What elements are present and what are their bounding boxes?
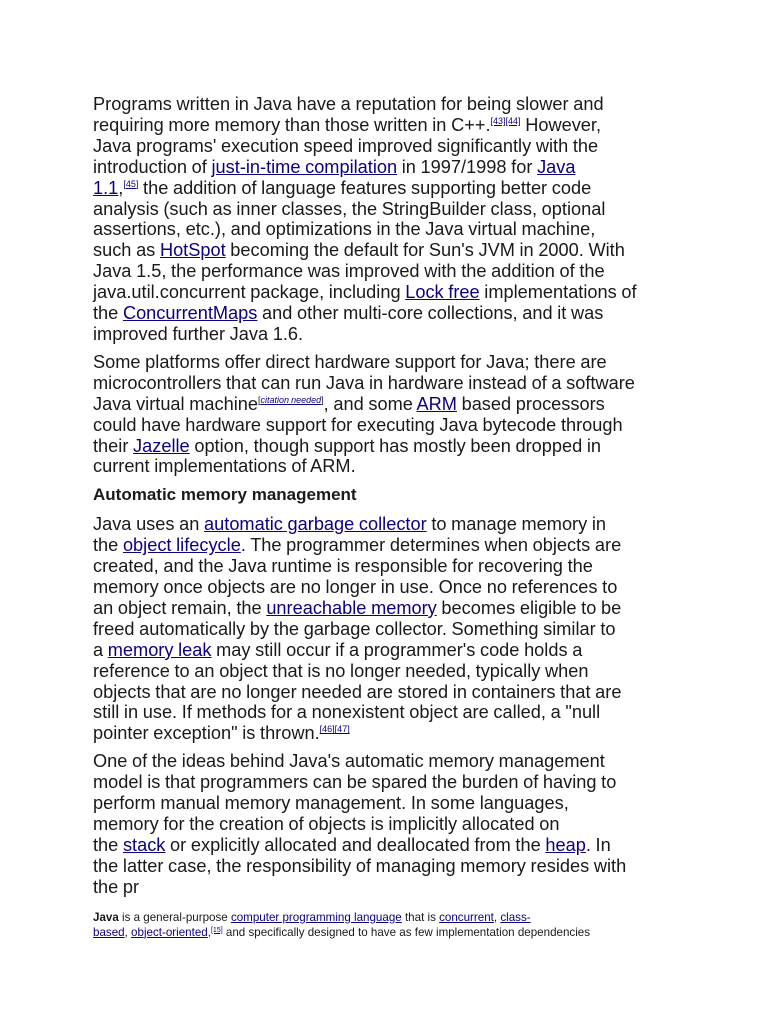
text-run: , and some	[323, 393, 417, 414]
link-jazelle[interactable]: Jazelle	[133, 435, 190, 456]
text-line: memory once objects are no longer in use. Once no references to	[93, 577, 618, 598]
text-run: that is	[401, 910, 440, 924]
text-line	[93, 157, 683, 178]
text-run: and specifically designed to have as few implementation dependencies	[222, 925, 591, 939]
reference-link[interactable]: [43][44]	[490, 115, 521, 126]
text-line: reference to an object that is no longer needed, typically when	[93, 660, 589, 681]
link-stack[interactable]: stack	[122, 834, 166, 855]
document-page	[93, 94, 683, 940]
text-line: perform manual memory management. In some languages,	[93, 793, 569, 814]
link-automatic-garbage-collector[interactable]: automatic garbage collector	[204, 514, 427, 535]
text-line	[93, 394, 683, 415]
link-object-lifecycle[interactable]: object lifecycle	[122, 535, 241, 556]
text-line	[93, 910, 683, 925]
text-line: memory for the creation of objects is implicitly allocated on	[93, 814, 560, 834]
paragraph-hardware-support	[93, 352, 683, 477]
paragraph-performance	[93, 94, 683, 345]
reference-45[interactable]	[123, 179, 138, 189]
text-run: may still occur if a programmer's code holds a	[211, 639, 583, 660]
text-run: Java virtual machine	[93, 393, 258, 414]
text-line	[93, 282, 683, 303]
intro-snippet	[93, 910, 683, 940]
section-heading: Automatic memory management	[93, 485, 357, 505]
link-arm[interactable]: ARM	[416, 393, 457, 414]
text-run: based processors	[456, 393, 605, 414]
text-run: introduction of	[93, 156, 212, 177]
text-line: Java 1.5, the performance was improved with the addition of the	[93, 261, 605, 282]
reference-link[interactable]: [15]	[210, 926, 223, 934]
text-line: Programs written in Java have a reputation for being slower and	[93, 94, 604, 114]
link-heap[interactable]: heap	[545, 834, 586, 855]
text-run: pointer exception" is thrown.	[93, 723, 320, 744]
text-line	[93, 240, 683, 261]
text-run: However,	[520, 114, 602, 135]
link-object-oriented[interactable]: object-oriented	[131, 925, 208, 939]
text-run: Java uses an	[93, 514, 205, 535]
reference-link[interactable]: [45]	[123, 178, 139, 189]
text-run: such as	[93, 240, 160, 261]
citation-needed[interactable]	[258, 395, 324, 405]
bold-term: Java	[93, 910, 119, 924]
text-line	[93, 535, 683, 556]
reference-link[interactable]: [46][47]	[319, 724, 350, 735]
text-run: an object remain, the	[93, 597, 267, 618]
citation-bracket: ]	[321, 394, 324, 405]
text-run: option, though support has mostly been dropped in	[189, 435, 602, 456]
text-line: the pr	[93, 876, 140, 897]
text-line	[93, 178, 683, 199]
text-run: the addition of language features supporting better code	[138, 177, 592, 198]
link-java-1-1-cont[interactable]: 1.1	[93, 177, 119, 198]
text-run: java.util.concurrent package, including	[93, 282, 406, 303]
link-concurrent[interactable]: concurrent	[439, 910, 494, 924]
text-run: the	[93, 303, 123, 324]
link-java-1-1[interactable]: Java	[537, 156, 576, 177]
text-line: improved further Java 1.6.	[93, 323, 304, 344]
text-line: assertions, etc.), and optimizations in the Java virtual machine,	[93, 219, 596, 240]
link-concurrentmaps[interactable]: ConcurrentMaps	[122, 303, 258, 324]
reference-46-47[interactable]	[320, 724, 350, 734]
link-class-based[interactable]: class-	[500, 910, 531, 924]
text-line	[93, 115, 683, 136]
text-run: ,	[118, 177, 124, 198]
text-run: becomes eligible to be	[436, 597, 622, 618]
text-line	[93, 436, 683, 457]
citation-needed-link[interactable]: citation needed	[260, 394, 322, 405]
text-run: ,	[207, 925, 211, 939]
text-line: created, and the Java runtime is responsible for recovering the	[93, 556, 593, 577]
text-line: Some platforms offer direct hardware support for Java; there are	[93, 351, 607, 372]
link-hotspot[interactable]: HotSpot	[159, 240, 226, 261]
text-run: a	[93, 639, 108, 660]
text-run: to manage memory in	[426, 514, 607, 535]
text-run: or explicitly allocated and deallocated from the	[165, 834, 546, 855]
text-line: freed automatically by the garbage collector. Something similar to	[93, 618, 616, 639]
text-line	[93, 723, 683, 744]
text-line	[93, 514, 683, 535]
text-line	[93, 835, 683, 856]
citation-bracket: [	[257, 394, 261, 405]
link-lock-free[interactable]: Lock free	[405, 282, 480, 303]
text-line: objects that are no longer needed are stored in containers that are	[93, 681, 622, 702]
text-line: could have hardware support for executing Java bytecode through	[93, 414, 623, 435]
text-line	[93, 303, 683, 324]
text-line: One of the ideas behind Java's automatic memory management	[93, 751, 605, 772]
text-run: their	[93, 435, 134, 456]
text-run: becoming the default for Sun's JVM in 2000. With	[225, 240, 625, 261]
paragraph-memory-model	[93, 751, 683, 897]
text-line: the latter case, the responsibility of managing memory resides with	[93, 855, 627, 876]
link-memory-leak[interactable]: memory leak	[107, 639, 212, 660]
reference-15[interactable]	[211, 927, 223, 934]
text-line: still in use. If methods for a nonexistent object are called, a "null	[93, 702, 601, 723]
link-class-based-cont[interactable]: based	[93, 925, 125, 939]
link-unreachable-memory[interactable]: unreachable memory	[266, 597, 437, 618]
text-line: analysis (such as inner classes, the StringBuilder class, optional	[93, 198, 606, 219]
text-run: and other multi-core collections, and it was	[257, 303, 604, 324]
text-run: the	[93, 535, 123, 556]
text-run: ,	[124, 925, 132, 939]
text-run: . The programmer determines when objects are	[240, 535, 622, 556]
text-run: the	[93, 834, 123, 855]
text-run: implementations of	[479, 282, 637, 303]
text-run: . In	[585, 834, 611, 855]
reference-43-44[interactable]	[491, 116, 521, 126]
text-line: model is that programmers can be spared the burden of having to	[93, 772, 617, 793]
text-line	[93, 598, 683, 619]
link-just-in-time-compilation[interactable]: just-in-time compilation	[211, 156, 398, 177]
text-line	[93, 640, 683, 661]
text-run: in 1997/1998 for	[397, 156, 538, 177]
text-line: microcontrollers that can run Java in hardware instead of a software	[93, 372, 635, 393]
text-run: ,	[493, 910, 501, 924]
paragraph-garbage-collection	[93, 514, 683, 744]
text-run: requiring more memory than those written in C++.	[93, 114, 491, 135]
text-line	[93, 925, 683, 940]
link-computer-programming-language[interactable]: computer programming language	[230, 910, 402, 924]
text-run: is a general-purpose	[118, 910, 231, 924]
text-line: current implementations of ARM.	[93, 456, 356, 477]
text-line: Java programs' execution speed improved significantly with the	[93, 135, 599, 156]
